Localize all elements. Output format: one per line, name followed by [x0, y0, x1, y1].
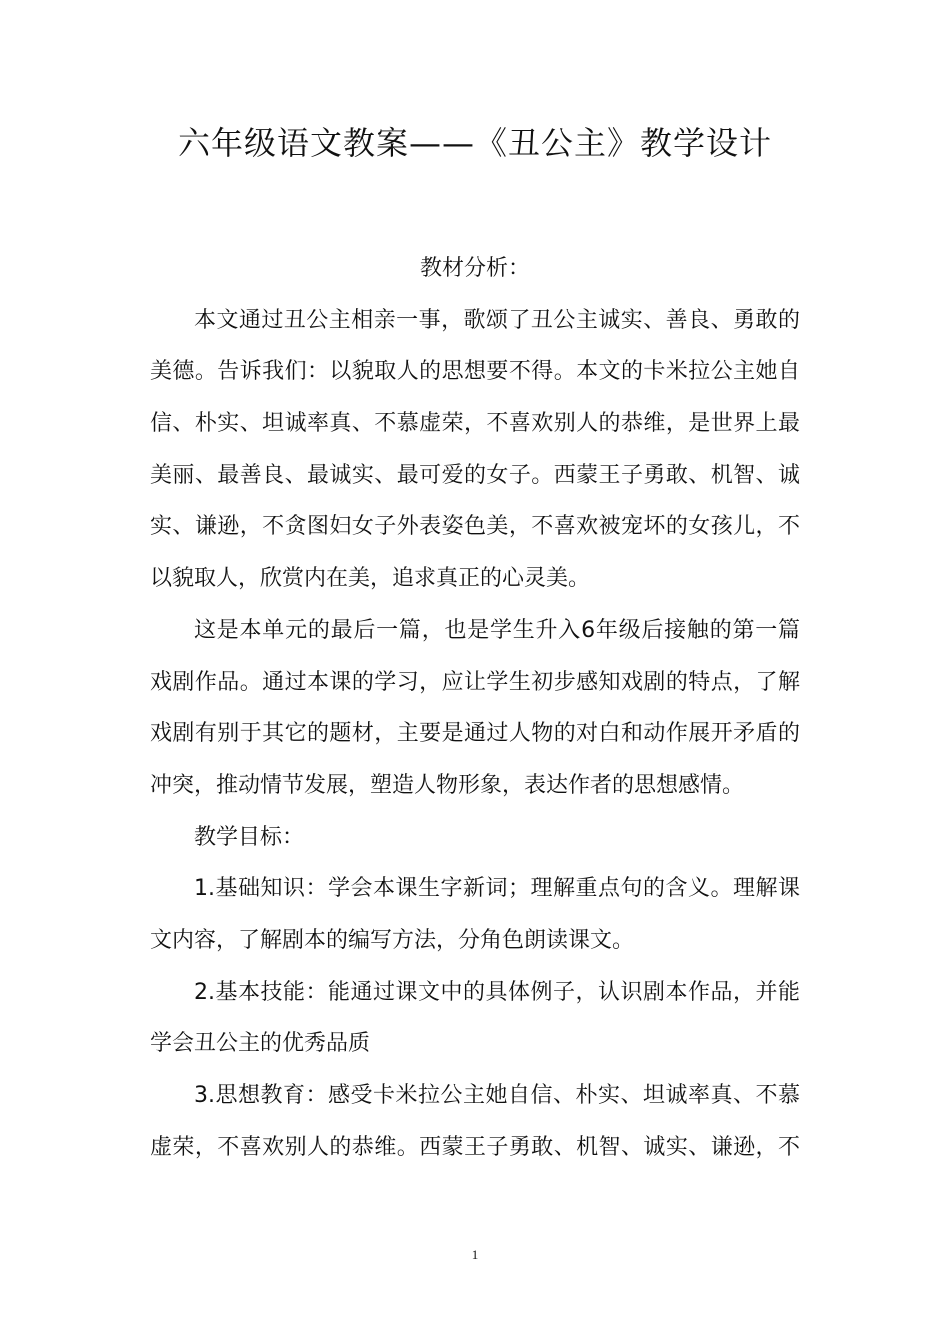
paragraph-line: 以貌取人，欣赏内在美，追求真正的心灵美。	[150, 566, 591, 592]
goal-line: 学会丑公主的优秀品质	[150, 1031, 371, 1057]
paragraph-line: 戏剧作品。通过本课的学习，应让学生初步感知戏剧的特点，了解	[150, 669, 800, 695]
paragraph-line: 美德。告诉我们：以貌取人的思想要不得。本文的卡米拉公主她自	[150, 359, 800, 385]
paragraph-line: 信、朴实、坦诚率真、不慕虚荣，不喜欢别人的恭维，是世界上最	[150, 411, 800, 437]
document-title: 六年级语文教案——《丑公主》教学设计	[177, 124, 772, 162]
paragraph-line: 戏剧有别于其它的题材，主要是通过人物的对白和动作展开矛盾的	[150, 721, 800, 747]
paragraph-line: 实、谦逊，不贪图妇女子外表姿色美，不喜欢被宠坏的女孩儿，不	[150, 514, 800, 540]
goal-line: 3.思想教育：感受卡米拉公主她自信、朴实、坦诚率真、不慕	[194, 1083, 800, 1108]
goals-heading: 教学目标：	[194, 824, 305, 850]
goal-line: 虚荣，不喜欢别人的恭维。西蒙王子勇敢、机智、诚实、谦逊，不	[150, 1134, 800, 1160]
paragraph-line: 这是本单元的最后一篇，也是学生升入6年级后接触的第一篇	[194, 617, 800, 643]
paragraph-line: 冲突，推动情节发展，塑造人物形象，表达作者的思想感情。	[150, 772, 745, 798]
paragraph-line: 本文通过丑公主相亲一事，歌颂了丑公主诚实、善良、勇敢的	[194, 307, 800, 333]
paragraph-line: 美丽、最善良、最诚实、最可爱的女子。西蒙王子勇敢、机智、诚	[150, 462, 800, 488]
goal-line: 2.基本技能：能通过课文中的具体例子，认识剧本作品，并能	[194, 979, 800, 1005]
section-heading: 教材分析：	[419, 256, 530, 281]
goal-line: 1.基础知识：学会本课生字新词；理解重点句的含义。理解课	[194, 876, 800, 902]
goal-line: 文内容，了解剧本的编写方法，分角色朗读课文。	[150, 927, 635, 953]
page-number: 1	[471, 1247, 479, 1262]
document-body	[150, 243, 800, 1173]
